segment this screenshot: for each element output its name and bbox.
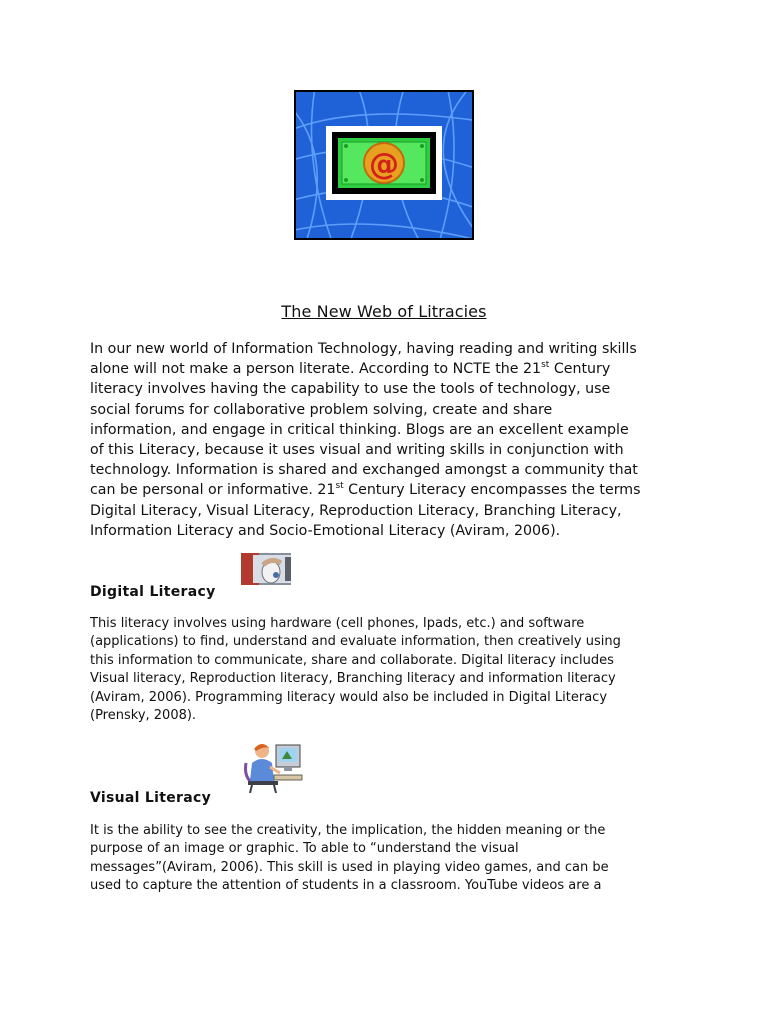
superscript: st xyxy=(335,481,344,492)
digital-literacy-paragraph xyxy=(90,615,670,725)
intro-line: Information Literacy and Socio-Emotional Literacy (Aviram, 2006). xyxy=(90,522,561,539)
intro-text: Century Literacy encompasses the terms xyxy=(343,482,641,499)
intro-line: literacy involves having the capability to use the tools of technology, use xyxy=(90,381,611,398)
intro-line: of this Literacy, because it uses visual and writing skills in conjunction with xyxy=(90,442,624,459)
paragraph-line: (Aviram, 2006). Programming literacy would also be included in Digital Literacy xyxy=(90,689,608,705)
mouse-hand-clipart-icon xyxy=(241,553,291,585)
intro-paragraph xyxy=(90,339,690,541)
intro-text: can be personal or informative. 21 xyxy=(90,482,336,499)
intro-line xyxy=(90,480,690,500)
intro-line: In our new world of Information Technology, having reading and writing skills xyxy=(90,341,637,357)
paragraph-line: this information to communicate, share and collaborate. Digital literacy includes xyxy=(90,652,614,668)
visual-literacy-heading: Visual Literacy xyxy=(90,790,211,806)
intro-line xyxy=(90,359,690,379)
intro-line: technology. Information is shared and exchanged amongst a community that xyxy=(90,462,638,479)
intro-line: Digital Literacy, Visual Literacy, Reproduction Literacy, Branching Literacy, xyxy=(90,502,622,519)
digital-literacy-heading: Digital Literacy xyxy=(90,584,216,600)
paragraph-line: (Prensky, 2008). xyxy=(90,708,197,724)
svg-text:@: @ xyxy=(369,147,399,182)
intro-text: alone will not make a person literate. According to NCTE the 21 xyxy=(90,361,542,378)
superscript: st xyxy=(541,360,550,371)
email-logo-graphic xyxy=(294,90,474,240)
intro-line: social forums for collaborative problem solving, create and share xyxy=(90,401,553,418)
intro-text: Century xyxy=(549,361,611,378)
paragraph-line: purpose of an image or graphic. To able to “understand the visual xyxy=(90,841,519,857)
paragraph-line: It is the ability to see the creativity, the implication, the hidden meaning or the xyxy=(90,823,606,838)
person-at-computer-clipart-icon xyxy=(244,741,306,793)
email-at-sign-icon xyxy=(296,92,472,238)
intro-line: information, and engage in critical thinking. Blogs are an excellent example xyxy=(90,421,629,438)
paragraph-line: used to capture the attention of students in a classroom. YouTube videos are a xyxy=(90,878,602,894)
document-title: The New Web of Litracies xyxy=(281,302,487,321)
paragraph-line: (applications) to find, understand and evaluate information, then creatively using xyxy=(90,634,621,650)
visual-literacy-paragraph xyxy=(90,822,670,896)
paragraph-line: This literacy involves using hardware (cell phones, Ipads, etc.) and software xyxy=(90,616,585,631)
paragraph-line: Visual literacy, Reproduction literacy, Branching literacy and information literacy xyxy=(90,671,616,687)
paragraph-line: messages”(Aviram, 2006). This skill is used in playing video games, and can be xyxy=(90,859,609,875)
